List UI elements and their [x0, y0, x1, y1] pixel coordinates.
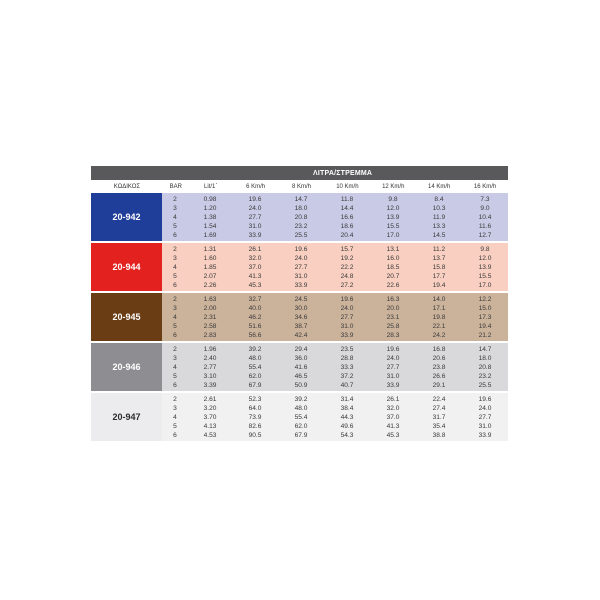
table-cell: 24.0: [478, 404, 492, 412]
table-cell: 37.0: [386, 414, 400, 421]
table-cell: 2: [173, 195, 177, 203]
column-header: BAR: [169, 183, 182, 190]
table-cell: 41.3: [386, 423, 400, 431]
table-cell: 27.7: [248, 214, 262, 221]
table-cell: 2: [173, 345, 177, 353]
table-cell: 22.1: [432, 323, 446, 331]
table-cell: 12.2: [478, 295, 492, 303]
table-cell: 31.4: [340, 395, 354, 403]
table-cell: 19.2: [340, 254, 354, 262]
table-cell: 23.1: [386, 314, 400, 321]
table-row: [162, 422, 508, 431]
table-cell: 5: [173, 223, 177, 231]
table-cell: 31.0: [478, 423, 492, 431]
table-cell: 17.0: [478, 282, 492, 290]
table-cell: 12.0: [386, 204, 400, 212]
table-row: [162, 272, 508, 281]
product-code: 20-946: [91, 343, 162, 391]
table-row: [162, 413, 508, 422]
column-header: Lit/1΄: [204, 183, 218, 190]
table-cell: 21.2: [478, 332, 492, 340]
table-cell: 52.3: [248, 395, 262, 403]
table-cell: 32.0: [248, 254, 262, 262]
table-cell: 24.5: [294, 295, 308, 303]
table-cell: 6: [173, 382, 177, 390]
table-cell: 19.6: [340, 295, 354, 303]
table-cell: 45.3: [248, 282, 262, 290]
table-cell: 5: [173, 273, 177, 281]
group-rows: [162, 343, 508, 391]
table-cell: 27.7: [478, 414, 492, 421]
table-cell: 13.9: [478, 264, 492, 271]
table-cell: 12.0: [478, 254, 492, 262]
table-cell: 15.5: [478, 273, 492, 281]
table-cell: 17.7: [432, 273, 446, 281]
table-cell: 67.9: [294, 432, 308, 440]
table-cell: 54.3: [340, 432, 354, 440]
table-cell: 14.7: [478, 345, 492, 353]
table-cell: 31.0: [294, 273, 308, 281]
table-cell: 9.0: [480, 204, 490, 212]
table-cell: 4: [173, 364, 177, 371]
table-cell: 4: [173, 314, 177, 321]
table-cell: 19.6: [294, 245, 308, 253]
table-cell: 38.7: [294, 323, 308, 331]
product-group: [91, 193, 508, 241]
table-row: [162, 195, 508, 204]
table-cell: 11.6: [478, 223, 492, 231]
table-cell: 7.3: [480, 195, 490, 203]
table-row: [162, 204, 508, 213]
table-cell: 45.3: [386, 432, 400, 440]
application-rate-table: [91, 166, 508, 443]
table-row: [162, 431, 508, 440]
table-cell: 19.8: [432, 314, 446, 321]
table-cell: 6: [173, 432, 177, 440]
table-cell: 55.4: [248, 364, 262, 371]
table-cell: 20.8: [478, 364, 492, 371]
table-cell: 38.4: [340, 404, 354, 412]
table-cell: 24.0: [340, 304, 354, 312]
table-cell: 56.6: [248, 332, 262, 340]
table-cell: 22.2: [340, 264, 354, 271]
table-cell: 18.6: [340, 223, 354, 231]
table-cell: 1.60: [203, 254, 217, 262]
table-row: [162, 345, 508, 354]
table-cell: 3: [173, 354, 177, 362]
table-cell: 3: [173, 254, 177, 262]
column-header: 10 Km/h: [336, 183, 359, 190]
table-cell: 33.9: [294, 282, 308, 290]
table-cell: 17.1: [432, 304, 446, 312]
table-cell: 37.0: [248, 264, 262, 271]
table-cell: 1.96: [203, 345, 217, 353]
product-code: 20-942: [91, 193, 162, 241]
table-cell: 14.5: [432, 232, 446, 240]
table-cell: 29.4: [294, 345, 308, 353]
group-rows: [162, 243, 508, 291]
table-cell: 1.54: [203, 223, 217, 231]
table-cell: 3: [173, 404, 177, 412]
table-cell: 16.0: [386, 254, 400, 262]
table-cell: 19.4: [478, 323, 492, 331]
table-cell: 62.0: [248, 373, 262, 381]
table-cell: 73.9: [248, 414, 262, 421]
table-cell: 3.20: [203, 404, 217, 412]
table-cell: 55.4: [294, 414, 308, 421]
table-cell: 19.6: [386, 345, 400, 353]
table-cell: 20.4: [340, 232, 354, 240]
table-cell: 26.6: [432, 373, 446, 381]
table-row: [162, 281, 508, 290]
table-cell: 48.0: [294, 404, 308, 412]
column-header: 14 Km/h: [427, 183, 451, 190]
table-cell: 33.9: [340, 332, 354, 340]
table-cell: 27.4: [432, 404, 446, 412]
table-cell: 24.0: [248, 204, 262, 212]
table-cell: 4: [173, 264, 177, 271]
product-code: 20-944: [91, 243, 162, 291]
table-cell: 24.0: [386, 354, 400, 362]
table-cell: 24.2: [432, 332, 446, 340]
table-cell: 18.0: [478, 354, 492, 362]
table-cell: 19.6: [248, 195, 262, 203]
table-cell: 49.6: [340, 423, 354, 431]
table-cell: 1.38: [203, 214, 217, 221]
product-group: [91, 293, 508, 341]
table-cell: 31.0: [340, 323, 354, 331]
table-cell: 2.00: [203, 304, 217, 312]
table-cell: 27.7: [294, 264, 308, 271]
table-cell: 15.8: [432, 264, 446, 271]
table-cell: 32.7: [248, 295, 262, 303]
table-cell: 11.2: [432, 245, 446, 253]
table-row: [162, 381, 508, 390]
table-cell: 1.63: [203, 295, 217, 303]
table-cell: 33.3: [340, 364, 354, 371]
table-cell: 40.7: [340, 382, 354, 390]
table-cell: 3: [173, 204, 177, 212]
table-cell: 31.0: [248, 223, 262, 231]
table-cell: 25.8: [386, 323, 400, 331]
table-cell: 41.3: [248, 273, 262, 281]
table-cell: 2.31: [203, 314, 217, 321]
table-cell: 18.5: [386, 264, 400, 271]
table-cell: 41.6: [294, 364, 308, 371]
table-cell: 67.9: [248, 382, 262, 390]
table-cell: 10.3: [432, 204, 446, 212]
table-cell: 24.8: [340, 273, 354, 281]
table-cell: 44.3: [340, 414, 354, 421]
table-cell: 46.5: [294, 373, 308, 381]
table-cell: 64.0: [248, 404, 262, 412]
table-cell: 27.2: [340, 282, 354, 290]
group-rows: [162, 393, 508, 441]
table-cell: 3.39: [203, 382, 217, 390]
table-cell: 23.2: [478, 373, 492, 381]
table-cell: 90.5: [248, 432, 262, 440]
table-cell: 14.4: [340, 204, 354, 212]
table-cell: 46.2: [248, 314, 262, 321]
table-cell: 2: [173, 295, 177, 303]
table-title: ΛΙΤΡΑ/ΣΤΡΕΜΜΑ: [313, 169, 373, 177]
table-cell: 50.9: [294, 382, 308, 390]
table-row: [162, 404, 508, 413]
product-code: 20-947: [91, 393, 162, 441]
table-cell: 0.98: [203, 195, 217, 203]
table-cell: 33.9: [478, 432, 492, 440]
table-row: [162, 313, 508, 322]
table-cell: 28.3: [386, 332, 400, 340]
table-cell: 39.2: [294, 395, 308, 403]
table-cell: 4.13: [203, 423, 217, 431]
table-row: [162, 263, 508, 272]
table-cell: 22.4: [432, 395, 446, 403]
table-cell: 14.0: [432, 295, 446, 303]
table-cell: 5: [173, 323, 177, 331]
table-row: [162, 213, 508, 222]
table-cell: 20.0: [386, 304, 400, 312]
table-cell: 26.1: [248, 245, 262, 253]
table-cell: 15.0: [478, 304, 492, 312]
table-cell: 37.2: [340, 373, 354, 381]
product-code: 20-945: [91, 293, 162, 341]
table-cell: 25.5: [294, 232, 308, 240]
table-cell: 29.1: [432, 382, 446, 390]
table-cell: 9.8: [480, 245, 490, 253]
table-cell: 23.2: [294, 223, 308, 231]
table-cell: 16.6: [340, 214, 354, 221]
column-header: 6 Km/h: [246, 183, 266, 190]
column-header: 16 Km/h: [473, 183, 497, 190]
table-cell: 51.6: [248, 323, 262, 331]
group-rows: [162, 293, 508, 341]
table-cell: 62.0: [294, 423, 308, 431]
table-row: [162, 395, 508, 404]
table-cell: 38.8: [432, 432, 446, 440]
table-cell: 11.9: [432, 214, 446, 221]
table-cell: 1.20: [203, 204, 217, 212]
table-cell: 23.5: [340, 345, 354, 353]
table-cell: 34.6: [294, 314, 308, 321]
table-cell: 3.70: [203, 414, 217, 421]
table-cell: 17.3: [478, 314, 492, 321]
table-cell: 5: [173, 373, 177, 381]
table-cell: 42.4: [294, 332, 308, 340]
table-cell: 27.7: [386, 364, 400, 371]
column-header: 8 Km/h: [291, 183, 311, 190]
table-cell: 33.9: [248, 232, 262, 240]
table-cell: 15.7: [340, 245, 354, 253]
table-row: [162, 245, 508, 254]
product-group: [91, 343, 508, 391]
table-cell: 40.0: [248, 304, 262, 312]
column-header: ΚΩΔΙΚΟΣ: [113, 183, 141, 190]
table-cell: 16.3: [386, 295, 400, 303]
table-cell: 23.8: [432, 364, 446, 371]
table-row: [162, 363, 508, 372]
table-cell: 1.69: [203, 232, 217, 240]
table-cell: 6: [173, 282, 177, 290]
table-cell: 82.6: [248, 423, 262, 431]
table-cell: 19.6: [478, 395, 492, 403]
table-cell: 31.0: [386, 373, 400, 381]
table-cell: 24.0: [294, 254, 308, 262]
table-cell: 4.53: [203, 432, 217, 440]
table-cell: 11.8: [340, 195, 354, 203]
table-row: [162, 372, 508, 381]
table-cell: 6: [173, 332, 177, 340]
table-cell: 39.2: [248, 345, 262, 353]
table-cell: 32.0: [386, 404, 400, 412]
table-row: [162, 295, 508, 304]
table-cell: 4: [173, 414, 177, 421]
table-cell: 10.4: [478, 214, 492, 221]
table-cell: 48.0: [248, 354, 262, 362]
table-row: [162, 331, 508, 340]
table-cell: 2.58: [203, 323, 217, 331]
table-cell: 13.7: [432, 254, 446, 262]
table-cell: 13.1: [386, 245, 400, 253]
table-cell: 22.6: [386, 282, 400, 290]
table-cell: 17.0: [386, 232, 400, 240]
column-headers: [91, 180, 508, 193]
table-cell: 36.0: [294, 354, 308, 362]
product-group: [91, 243, 508, 291]
table-cell: 8.4: [434, 195, 444, 203]
table-cell: 2.61: [203, 395, 217, 403]
table-cell: 1.31: [203, 245, 217, 253]
table-cell: 27.7: [340, 314, 354, 321]
table-cell: 12.7: [478, 232, 492, 240]
table-cell: 13.9: [386, 214, 400, 221]
table-cell: 31.7: [432, 414, 446, 421]
table-row: [162, 354, 508, 363]
table-row: [162, 222, 508, 231]
table-row: [162, 254, 508, 263]
table-cell: 25.5: [478, 382, 492, 390]
table-cell: 3.10: [203, 373, 217, 381]
table-cell: 20.6: [432, 354, 446, 362]
group-rows: [162, 193, 508, 241]
table-cell: 2.83: [203, 332, 217, 340]
table-row: [162, 304, 508, 313]
table-cell: 18.0: [294, 204, 308, 212]
table-cell: 20.8: [294, 214, 308, 221]
table-cell: 2.77: [203, 364, 217, 371]
table-row: [162, 322, 508, 331]
table-cell: 3: [173, 304, 177, 312]
table-cell: 4: [173, 214, 177, 221]
table-body: [91, 193, 508, 441]
table-cell: 2.40: [203, 354, 217, 362]
table-cell: 1.85: [203, 264, 217, 271]
table-cell: 2: [173, 395, 177, 403]
table-cell: 5: [173, 423, 177, 431]
table-cell: 2.26: [203, 282, 217, 290]
table-header-bar: [91, 166, 508, 180]
table-cell: 9.8: [388, 195, 398, 203]
table-cell: 26.1: [386, 395, 400, 403]
table-cell: 2.07: [203, 273, 217, 281]
table-cell: 14.7: [294, 195, 308, 203]
table-cell: 33.9: [386, 382, 400, 390]
table-cell: 15.5: [386, 223, 400, 231]
table-cell: 13.3: [432, 223, 446, 231]
product-group: [91, 393, 508, 441]
table-cell: 28.8: [340, 354, 354, 362]
table-cell: 20.7: [386, 273, 400, 281]
table-cell: 30.0: [294, 304, 308, 312]
table-cell: 35.4: [432, 423, 446, 431]
table-cell: 6: [173, 232, 177, 240]
column-header: 12 Km/h: [382, 183, 405, 190]
table-row: [162, 231, 508, 240]
table-cell: 19.4: [432, 282, 446, 290]
table-cell: 16.8: [432, 345, 446, 353]
table-cell: 2: [173, 245, 177, 253]
